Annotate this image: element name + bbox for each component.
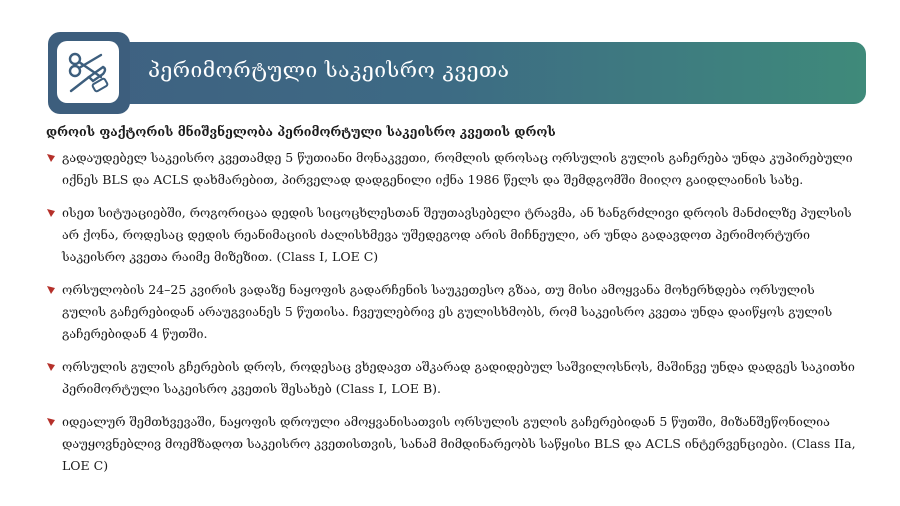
- content-area: [46, 124, 858, 488]
- bullet-icon: [46, 153, 56, 163]
- list-item: [46, 411, 858, 477]
- bullet-text: ისეთ სიტუაციებში, როგორიცაა დედის სიცოცხლესთან შეუთავსებელი ტრავმა, ან ხანგრძლივი დროის მანძილზე პულსის არ ქონა, როდესაც დედის რეანიმაციის ძალისხმევა უშედეგოდ არის მიჩნეული, არ უნდა გადავდოთ პერიმორტური საკეისრო კვეთა რაიმე მიზეზით. (Class I, LOE C): [62, 205, 852, 264]
- bullet-list: [46, 147, 858, 477]
- list-item: [46, 356, 858, 400]
- title-icon-frame: [48, 32, 130, 114]
- bullet-text: გადაუდებელ საკეისრო კვეთამდე 5 წუთიანი მონაკვეთი, რომლის დროსაც ორსულის გულის გაჩერება უნდა კუპირებული იქნეს BLS და ACLS დახმარებით, პირველად დადგენილი იქნა 1986 წელს და შემდგომში მიიღო გაიდლაინის სახე.: [62, 150, 853, 187]
- list-item: [46, 279, 858, 345]
- bullet-icon: [46, 362, 56, 372]
- bullet-text: ორსულის გულის გჩერების დროს, როდესაც ვხედავთ აშკარად გადიდებულ საშვილოსნოს, მაშინვე უნდა დადგეს საკითხი პერიმორტული საკეისრო კვეთის შესახებ (Class I, LOE B).: [62, 359, 855, 396]
- bullet-icon: [46, 285, 56, 295]
- list-item: [46, 147, 858, 191]
- page-title: პერიმორტული საკეისრო კვეთა: [148, 58, 510, 82]
- bullet-icon: [46, 208, 56, 218]
- section-subtitle: დროის ფაქტორის მნიშვნელობა პერიმორტული საკეისრო კვეთის დროს: [46, 124, 556, 139]
- list-item: [46, 202, 858, 268]
- surgical-tools-icon: [57, 41, 119, 103]
- bullet-icon: [46, 417, 56, 427]
- bullet-text: ორსულობის 24–25 კვირის ვადაზე ნაყოფის გადარჩენის საუკეთესო გზაა, თუ მისი ამოყვანა მოხერხდება ორსულის გულის გაჩერებიდან არაუგვიანეს 5 წუთისა. ჩვეულებრივ ეს გულისხმობს, რომ საკეისრო კვეთა უნდა დაიწყოს გულის გაჩერებიდან 4 წუთში.: [62, 282, 833, 341]
- bullet-text: იდეალურ შემთხვევაში, ნაყოფის დროული ამოყვანისათვის ორსულის გულის გაჩერებიდან 5 წუთში, მიზანშეწონილია დაუყოვნებლივ მოემზადოთ საკეისრო კვეთისთვის, სანამ მიმდინარეობს საწყისი BLS და ACLS ინტერვენციები. (Class IIa, LOE C): [62, 414, 856, 473]
